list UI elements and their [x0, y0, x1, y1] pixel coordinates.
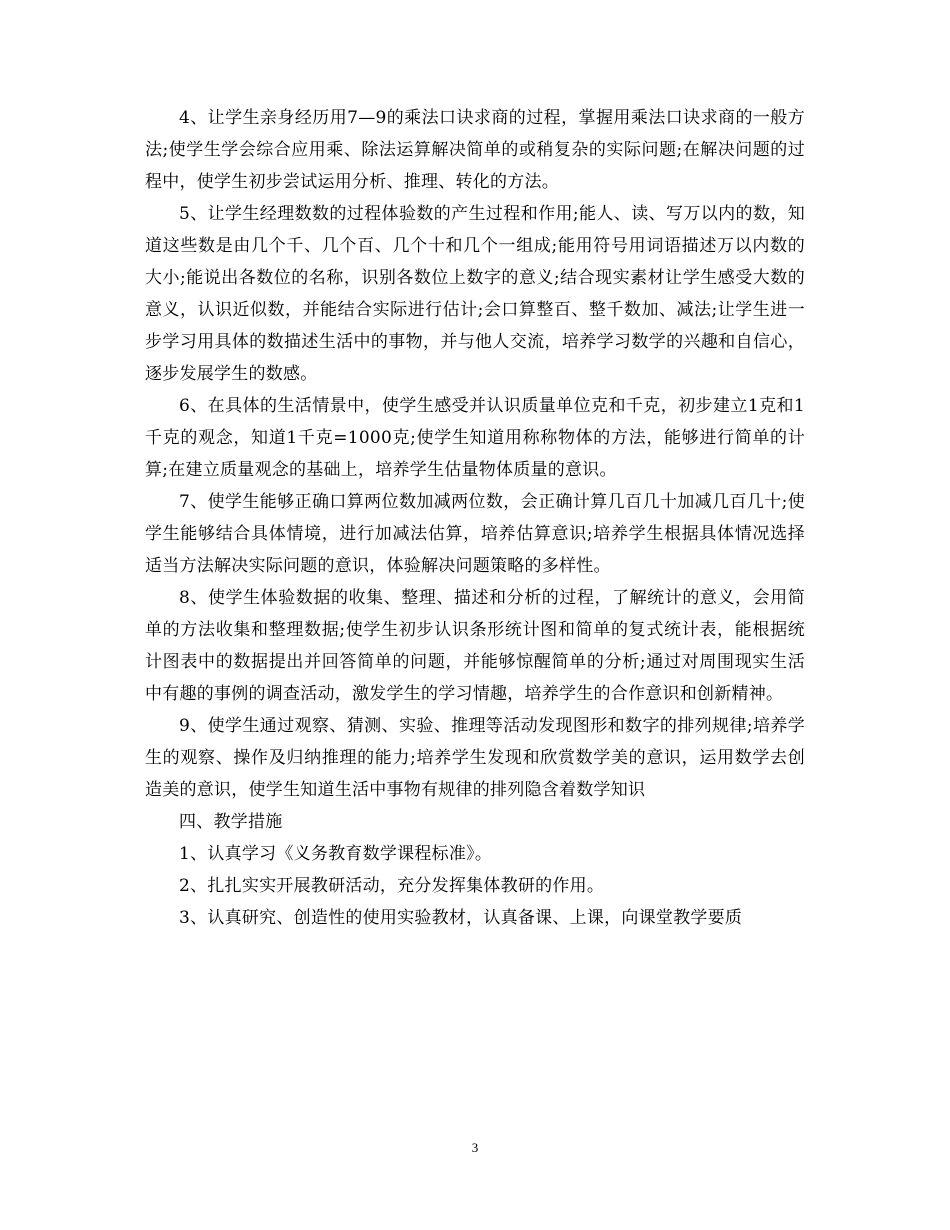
measure-item-3: 3、认真研究、创造性的使用实验教材，认真备课、上课，向课堂教学要质 — [179, 908, 743, 928]
page-number: 3 — [471, 1140, 479, 1155]
paragraph-4: 4、让学生亲身经历用7—9的乘法口诀求商的过程，掌握用乘法口诀求商的一般方法;使学生学会综合应用乘、除法运算解决简单的或稍复杂的实际问题;在解决问题的过程中，使学生初步尝试运用分析、推理、转化的方法。 — [145, 108, 805, 192]
measure-item-1: 1、认真学习《义务教育数学课程标准》。 — [179, 844, 493, 864]
section-heading-teaching-measures: 四、教学措施 — [179, 812, 283, 832]
paragraph-6: 6、在具体的生活情景中，使学生感受并认识质量单位克和千克，初步建立1克和1千克的观念，知道1千克=1000克;使学生知道用称称物体的方法，能够进行简单的计算;在建立质量观念的基础上，培养学生估量物体质量的意识。 — [145, 396, 805, 480]
measure-item-2: 2、扎扎实实开展教研活动，充分发挥集体教研的作用。 — [179, 876, 605, 896]
paragraph-9: 9、使学生通过观察、猜测、实验、推理等活动发现图形和数字的排列规律;培养学生的观察、操作及归纳推理的能力;培养学生发现和欣赏数学美的意识，运用数学去创造美的意识，使学生知道生活中事物有规律的排列隐含着数学知识 — [145, 716, 805, 800]
document-body — [145, 102, 805, 934]
paragraph-7: 7、使学生能够正确口算两位数加减两位数，会正确计算几百几十加减几百几十;使学生能够结合具体情境，进行加减法估算，培养估算意识;培养学生根据具体情况选择适当方法解决实际问题的意识，体验解决问题策略的多样性。 — [145, 492, 805, 576]
paragraph-5: 5、让学生经理数数的过程体验数的产生过程和作用;能人、读、写万以内的数，知道这些数是由几个千、几个百、几个十和几个一组成;能用符号用词语描述万以内数的大小;能说出各数位的名称，识别各数位上数字的意义;结合现实素材让学生感受大数的意义，认识近似数，并能结合实际进行估计;会口算整百、整千数加、减法;让学生进一步学习用具体的数描述生活中的事物，并与他人交流，培养学习数学的兴趣和自信心，逐步发展学生的数感。 — [145, 204, 805, 384]
paragraph-8: 8、使学生体验数据的收集、整理、描述和分析的过程，了解统计的意义，会用简单的方法收集和整理数据;使学生初步认识条形统计图和简单的复式统计表，能根据统计图表中的数据提出并回答简单的问题，并能够惊醒简单的分析;通过对周围现实生活中有趣的事例的调查活动，激发学生的学习情趣，培养学生的合作意识和创新精神。 — [145, 588, 805, 704]
